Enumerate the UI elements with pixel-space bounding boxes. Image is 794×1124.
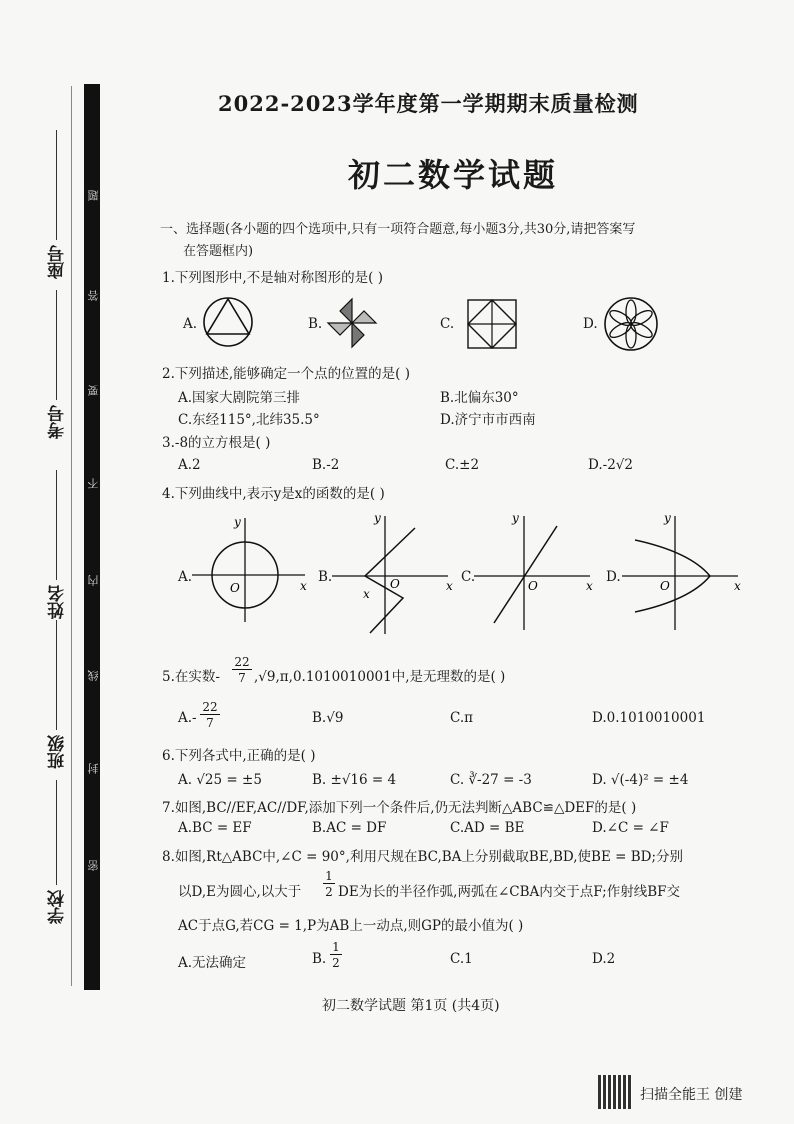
y-axis-label: y [512, 511, 519, 525]
qr-code-icon [598, 1075, 632, 1109]
section-heading: 一、选择题(各小题的四个选项中,只有一项符合题意,每小题3分,共30分,请把答案写 [160, 222, 636, 237]
q7-option-b: B.AC = DF [312, 820, 387, 836]
x-axis-label: x [300, 579, 307, 593]
q8-opt-b-den: 2 [332, 956, 340, 970]
x-mark-label: x [363, 587, 370, 601]
q6-option-a: A. √25 = ±5 [178, 772, 262, 788]
exam-line [56, 290, 57, 400]
name-label: 姓名 [48, 585, 68, 619]
q5-frac-num: 22 [232, 655, 252, 670]
seal-char: 内 [87, 575, 100, 586]
q8-half-num: 1 [323, 869, 335, 884]
name-line [56, 470, 57, 580]
q5-opt-a-den: 7 [206, 716, 214, 730]
q8-option-b-prefix: B. [312, 951, 327, 967]
q3-option-d: D.-2√2 [588, 457, 633, 473]
seal-char: 答 [87, 290, 100, 301]
q7-stem: 7.如图,BC//EF,AC//DF,添加下列一个条件后,仍无法判断△ABC≌△DEF的是( ) [162, 800, 637, 816]
q4-stem: 4.下列曲线中,表示y是x的函数的是( ) [162, 486, 385, 502]
q5-stem-a: 5.在实数- [162, 669, 220, 685]
seal-char: 线 [87, 670, 100, 681]
q6-stem: 6.下列各式中,正确的是( ) [162, 748, 316, 764]
graph-c-line [472, 508, 597, 633]
q7-option-d: D.∠C = ∠F [592, 820, 669, 836]
q2-option-d: D.济宁市市西南 [440, 412, 536, 428]
q6-option-d: D. √(-4)² = ±4 [592, 772, 689, 788]
circle-triangle-figure [200, 296, 258, 348]
q3-option-b: B.-2 [312, 457, 340, 473]
q5-option-c: C.π [450, 710, 474, 726]
graph-d-parabola [620, 508, 745, 633]
q2-stem: 2.下列描述,能够确定一个点的位置的是( ) [162, 366, 410, 382]
origin-label: O [230, 581, 240, 595]
q1-label-d: D. [583, 316, 598, 332]
origin-label: O [660, 579, 670, 593]
class-label: 班级 [48, 735, 68, 769]
q1-label-a: A. [183, 316, 198, 332]
q1-label-b: B. [308, 316, 323, 332]
origin-label: O [390, 577, 400, 591]
seal-char: 题 [87, 190, 100, 201]
q3-option-a: A.2 [178, 457, 201, 473]
x-axis-label: x [586, 579, 593, 593]
y-axis-label: y [374, 511, 381, 525]
q6-option-c: C. ∛-27 = -3 [450, 772, 532, 788]
school-line [56, 780, 57, 885]
q7-option-a: A.BC = EF [178, 820, 252, 836]
x-axis-label: x [734, 579, 741, 593]
origin-label: O [528, 579, 538, 593]
page-footer: 初二数学试题 第1页 (共4页) [322, 998, 500, 1014]
q5-stem-b: ,√9,π,0.1010010001中,是无理数的是( ) [254, 669, 506, 685]
seal-char: 封 [87, 763, 100, 774]
q1-label-c: C. [440, 316, 455, 332]
q5-option-b: B.√9 [312, 710, 344, 726]
q8-line1: 8.如图,Rt△ABC中,∠C = 90°,利用尺规在BC,BA上分别截取BE,BD,使BE = BD;分别 [162, 849, 684, 865]
graph-a-circle [190, 510, 315, 625]
q8-line3: AC于点G,若CG = 1,P为AB上一动点,则GP的最小值为( ) [178, 918, 524, 934]
q3-option-c: C.±2 [445, 457, 480, 473]
pinwheel-figure [325, 296, 379, 350]
square-diamond-figure [465, 297, 519, 351]
q8-half-den: 2 [325, 885, 333, 899]
seal-char: 要 [87, 385, 100, 396]
q8-option-d: D.2 [592, 951, 616, 967]
q7-option-c: C.AD = BE [450, 820, 525, 836]
q8-line2a: 以D,E为圆心,以大于 [178, 884, 302, 900]
class-line [56, 620, 57, 730]
graph-b-zigzag [330, 508, 455, 638]
page-title: 初二数学试题 [348, 156, 559, 194]
q4-label-b: B. [318, 569, 333, 585]
q8-option-c: C.1 [450, 951, 473, 967]
q5-opt-a-num: 22 [200, 700, 220, 715]
binding-bar [84, 84, 100, 990]
y-axis-label: y [664, 511, 671, 525]
q5-frac-den: 7 [238, 671, 246, 685]
exam-heading: 2022-2023学年度第一学期期末质量检测 [218, 91, 639, 116]
q5-option-a-prefix: A.- [178, 710, 197, 726]
seat-number-label: 座号 [48, 245, 68, 279]
scanner-watermark: 扫描全能王 创建 [640, 1087, 743, 1103]
q8-line2b: DE为长的半径作弧,两弧在∠CBA内交于点F;作射线BF交 [338, 884, 681, 900]
q4-label-a: A. [178, 569, 193, 585]
q2-option-a: A.国家大剧院第三排 [178, 390, 301, 406]
q6-option-b: B. ±√16 = 4 [312, 772, 397, 788]
flower-figure [602, 295, 660, 353]
q5-option-d: D.0.1010010001 [592, 710, 706, 726]
seal-char: 密 [87, 860, 100, 871]
q4-label-c: C. [461, 569, 476, 585]
exam-number-label: 考号 [48, 405, 68, 439]
q2-option-c: C.东经115°,北纬35.5° [178, 412, 320, 428]
q1-stem: 1.下列图形中,不是轴对称图形的是( ) [162, 270, 383, 286]
q3-stem: 3.-8的立方根是( ) [162, 435, 271, 451]
q4-label-d: D. [606, 569, 621, 585]
margin-line [71, 86, 72, 986]
y-axis-label: y [234, 515, 241, 529]
seat-line [56, 130, 57, 240]
seal-char: 不 [87, 478, 100, 489]
section-heading-cont: 在答题框内) [183, 244, 254, 259]
q8-opt-b-num: 1 [330, 940, 342, 955]
q2-option-b: B.北偏东30° [440, 390, 519, 406]
x-axis-label: x [446, 579, 453, 593]
q8-option-a: A.无法确定 [178, 955, 247, 971]
school-label: 学校 [48, 890, 68, 924]
